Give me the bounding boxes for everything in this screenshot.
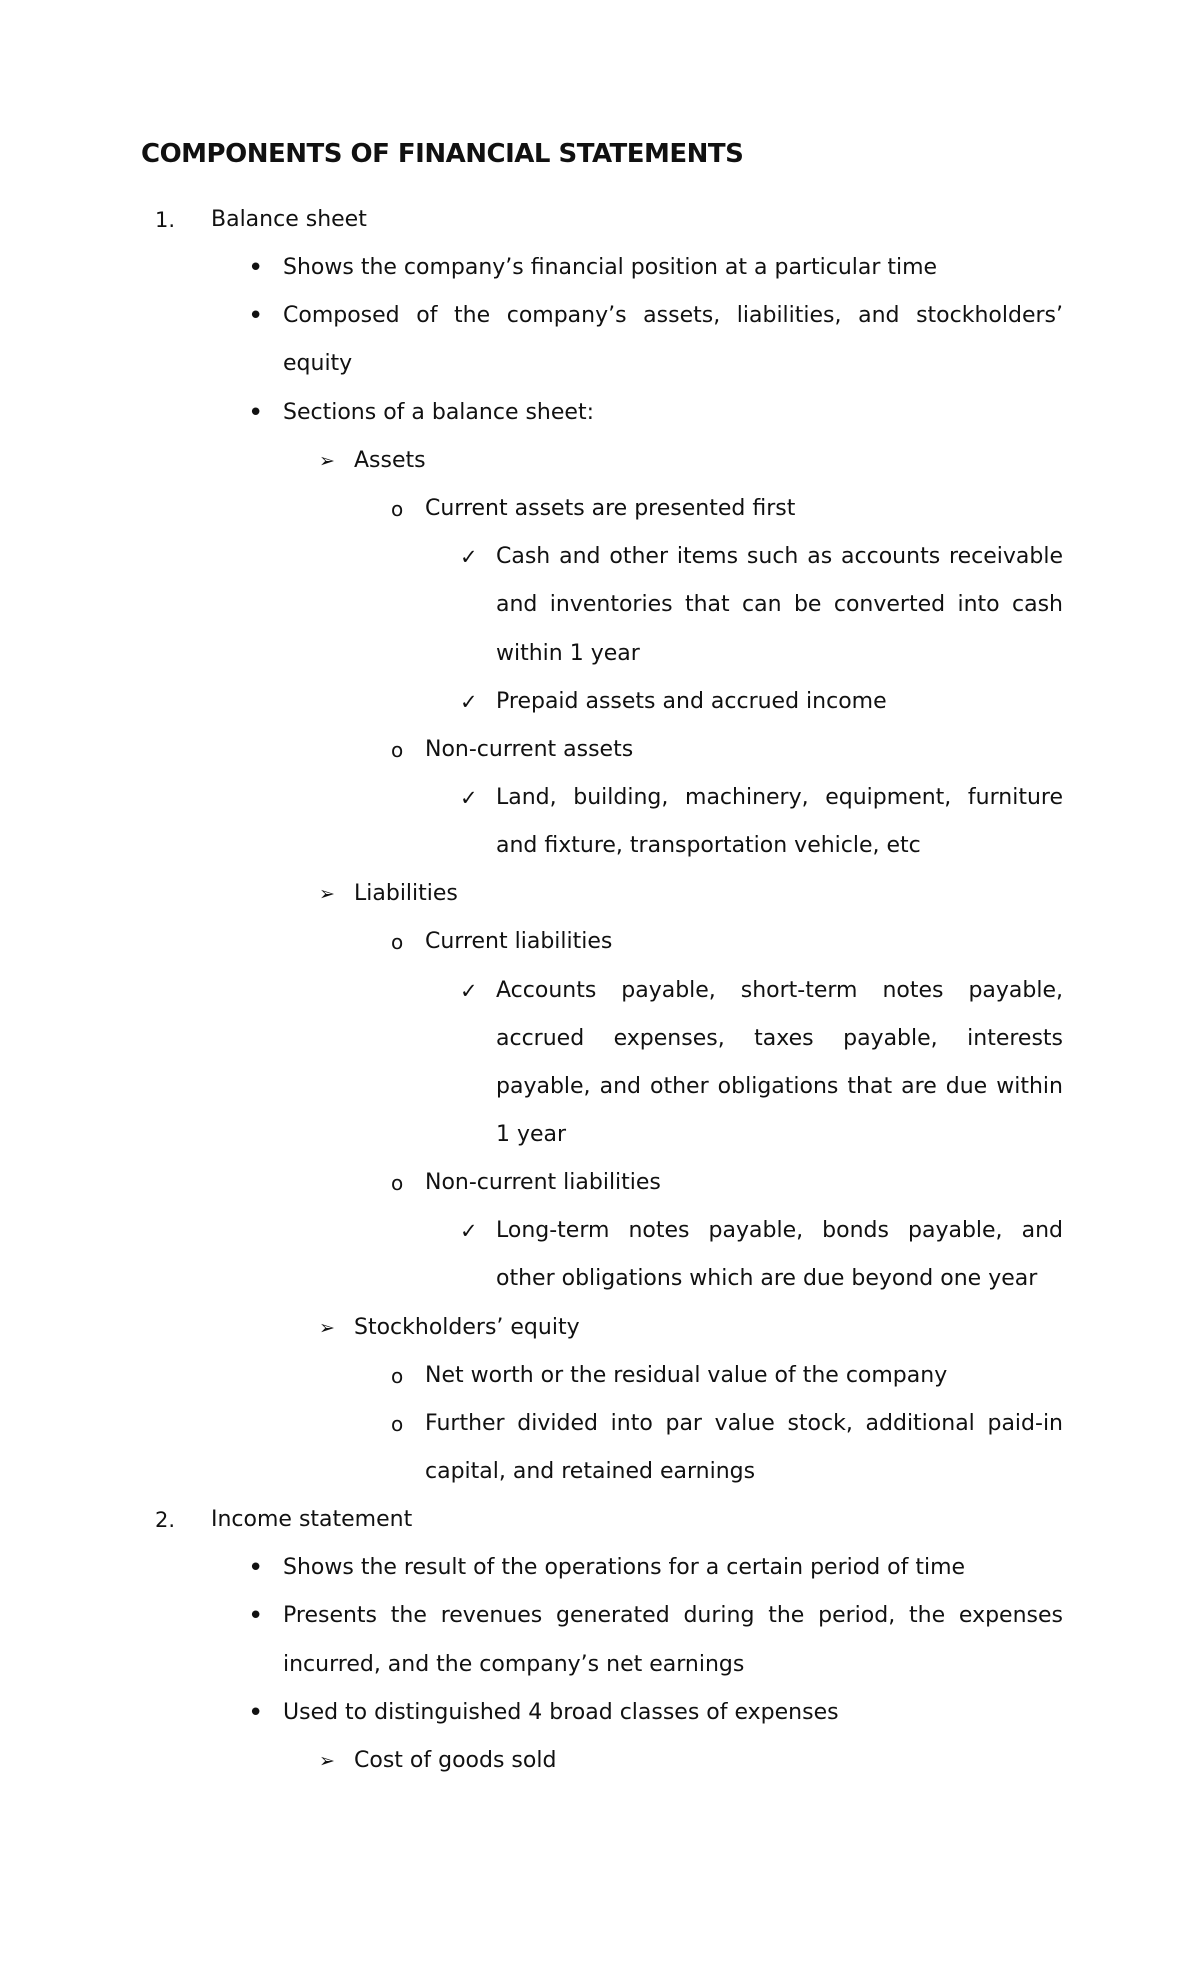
bullet-marker: •	[248, 1553, 264, 1583]
section-heading: Income statement	[211, 1507, 413, 1532]
item-text: Non-current liabilities	[425, 1170, 661, 1195]
detail-text-continued: and inventories that can be converted into cash	[496, 592, 1063, 617]
section-heading: Balance sheet	[211, 207, 367, 232]
detail-text-continued: accrued expenses, taxes payable, interests	[496, 1026, 1063, 1051]
circle-marker: o	[391, 738, 404, 762]
item-text: Non-current assets	[425, 737, 634, 762]
check-marker: ✓	[460, 786, 478, 810]
check-marker: ✓	[460, 1219, 478, 1243]
check-marker: ✓	[460, 979, 478, 1003]
subsection-heading: Assets	[354, 448, 426, 473]
arrow-marker: ➢	[319, 1317, 335, 1339]
subsection-heading: Stockholders’ equity	[354, 1315, 580, 1340]
detail-text-continued: other obligations which are due beyond one year	[496, 1266, 1038, 1291]
detail-text: Land, building, machinery, equipment, furniture	[496, 785, 1063, 810]
item-text: Current liabilities	[425, 929, 613, 954]
arrow-marker: ➢	[319, 450, 335, 472]
bullet-text: Sections of a balance sheet:	[283, 400, 594, 425]
item-text: Current assets are presented first	[425, 496, 796, 521]
circle-marker: o	[391, 1364, 404, 1388]
bullet-text-continued: incurred, and the company’s net earnings	[283, 1652, 745, 1677]
bullet-text: Presents the revenues generated during the period, the expenses	[283, 1603, 1063, 1628]
arrow-marker: ➢	[319, 883, 335, 905]
detail-text-continued: 1 year	[496, 1122, 567, 1147]
detail-text: Accounts payable, short-term notes payable,	[496, 978, 1063, 1003]
item-text: Further divided into par value stock, additional paid-in	[425, 1411, 1063, 1436]
detail-text-continued: and fixture, transportation vehicle, etc	[496, 833, 921, 858]
detail-text-continued: payable, and other obligations that are due within	[496, 1074, 1063, 1099]
detail-text-continued: within 1 year	[496, 641, 640, 666]
section-number: 2.	[155, 1508, 176, 1532]
detail-text: Cash and other items such as accounts receivable	[496, 544, 1063, 569]
bullet-marker: •	[248, 253, 264, 283]
detail-text: Prepaid assets and accrued income	[496, 689, 887, 714]
circle-marker: o	[391, 497, 404, 521]
circle-marker: o	[391, 1412, 404, 1436]
item-text-continued: capital, and retained earnings	[425, 1459, 756, 1484]
bullet-text: Used to distinguished 4 broad classes of expenses	[283, 1700, 839, 1725]
bullet-text: Composed of the company’s assets, liabilities, and stockholders’	[283, 303, 1063, 328]
bullet-text: Shows the company’s financial position at a particular time	[283, 255, 938, 280]
circle-marker: o	[391, 1171, 404, 1195]
bullet-marker: •	[248, 398, 264, 428]
bullet-marker: •	[248, 301, 264, 331]
bullet-marker: •	[248, 1601, 264, 1631]
arrow-marker: ➢	[319, 1750, 335, 1772]
check-marker: ✓	[460, 690, 478, 714]
check-marker: ✓	[460, 545, 478, 569]
bullet-marker: •	[248, 1698, 264, 1728]
page-title: COMPONENTS OF FINANCIAL STATEMENTS	[141, 139, 744, 169]
subsection-heading: Liabilities	[354, 881, 458, 906]
circle-marker: o	[391, 930, 404, 954]
detail-text: Long-term notes payable, bonds payable, and	[496, 1218, 1063, 1243]
bullet-text-continued: equity	[283, 351, 353, 376]
subsection-heading: Cost of goods sold	[354, 1748, 557, 1773]
bullet-text: Shows the result of the operations for a certain period of time	[283, 1555, 966, 1580]
item-text: Net worth or the residual value of the company	[425, 1363, 948, 1388]
section-number: 1.	[155, 208, 176, 232]
